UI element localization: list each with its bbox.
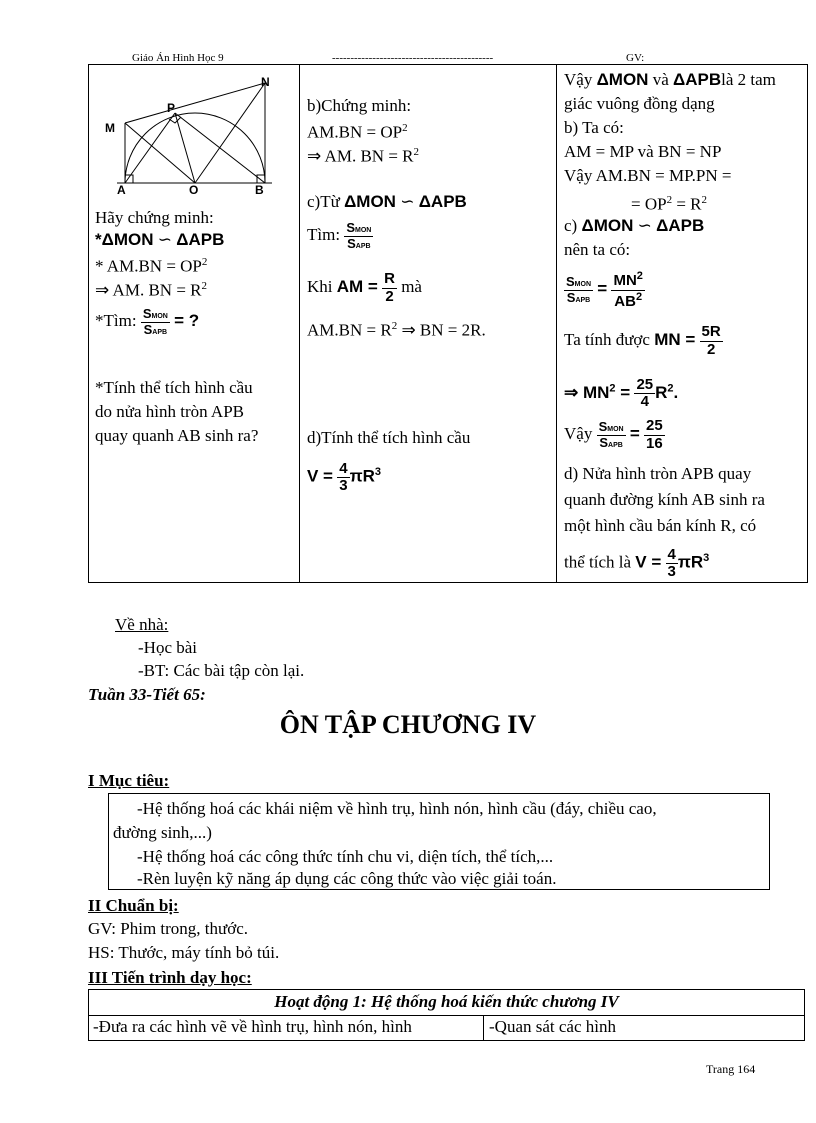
col3-d4: thể tích là V = $\frac{4}{3}$ $\pi R^3$: [564, 545, 710, 581]
section3-title: III Tiến trình dạy học:: [88, 968, 252, 987]
col2-when: Khi AM = $\frac{R}{2}$ mà: [307, 270, 422, 305]
col3-line6: = $OP^2 = R^2$: [631, 194, 708, 214]
section1-title: I Mục tiêu:: [88, 771, 170, 790]
section2-hs: HS: Thước, máy tính bỏ túi.: [88, 943, 280, 962]
label-A: A: [117, 183, 126, 197]
col3-line3: b) Ta có:: [564, 118, 624, 137]
col2-am-bn: $AM.BN = R^2$ ⇒ BN = 2R.: [307, 320, 486, 340]
activity-left: -Đưa ra các hình vẽ về hình trụ, hình nón, hình: [93, 1017, 412, 1036]
col2-c-label: c)Từ ΔMON ∽ ΔAPB: [307, 192, 467, 211]
objective-line1: -Hệ thống hoá các khái niệm về hình trụ, hình nón, hình cầu (đáy, chiều cao,: [137, 799, 657, 818]
label-M: M: [105, 121, 115, 135]
col1-item2: * $AM.BN = OP^2$: [95, 256, 208, 276]
activity-right: -Quan sát các hình: [489, 1017, 616, 1036]
col1-item3: ⇒ AM. BN = $R^2$: [95, 280, 207, 300]
header-middle: --------------------------------------------: [332, 52, 494, 64]
solution-table: [88, 64, 808, 583]
homework-item2: -BT: Các bài tập còn lại.: [138, 661, 305, 680]
chapter-title: ÔN TẬP CHƯƠNG IV: [279, 710, 537, 739]
col3-c-label: c) ΔMON ∽ ΔAPB: [564, 216, 705, 235]
col3-compute: Ta tính được MN = $\frac{5R}{2}$: [564, 323, 721, 358]
col1-prove: Hãy chứng minh:: [95, 208, 214, 227]
col1-similarity: *ΔMON ∽ ΔAPB: [95, 230, 225, 249]
col2-find: Tìm: $\frac{\text{SMON}}{\text{SAPB}}$: [307, 220, 372, 251]
header-right: GV:: [626, 52, 645, 64]
col3-implies: ⇒ $MN^2$ = $\frac{25}{4}$ $R^2$.: [564, 375, 679, 411]
objectives-box: [108, 793, 770, 890]
col2-volume: V = $\frac{4}{3}$ $\pi R^3$: [307, 459, 382, 495]
col3-line4: AM = MP và BN = NP: [564, 142, 722, 161]
label-P: P: [167, 101, 176, 115]
week-label: Tuần 33-Tiết 65:: [88, 685, 206, 704]
col3-line1: Vậy ΔMON và ΔAPBlà 2 tam: [564, 70, 776, 89]
col2-b-line1: $AM.BN = OP^2$: [307, 122, 408, 142]
col1-q2: do nửa hình tròn APB: [95, 402, 244, 421]
objective-line2: đường sinh,...): [113, 823, 212, 842]
col3-d1: d) Nửa hình tròn APB quay: [564, 464, 752, 483]
col1-q3: quay quanh AB sinh ra?: [95, 426, 259, 445]
col1-find: *Tìm: $\frac{\text{SMON}}{\text{SAPB}}$ = ?: [95, 306, 200, 337]
homework-title: Về nhà:: [115, 615, 169, 634]
col3-line5: Vậy AM.BN = MP.PN =: [564, 166, 732, 185]
col3-d2: quanh đường kính AB sinh ra: [564, 490, 765, 509]
col3-result: Vậy $\frac{\text{SMON}}{\text{SAPB}}$ = $\frac{25}{16}$: [564, 417, 663, 452]
page-number: Trang 164: [706, 1062, 756, 1076]
column-divider-2: [556, 65, 557, 582]
activity-title: Hoạt động 1: Hệ thống hoá kiến thức chương IV: [89, 990, 804, 1016]
header-left: Giáo Án Hình Học 9: [132, 52, 224, 64]
objective-line4: -Rèn luyện kỹ năng áp dụng các công thức vào việc giải toán.: [137, 869, 557, 888]
column-divider-1: [299, 65, 300, 582]
col3-d3: một hình cầu bán kính R, có: [564, 516, 757, 535]
label-B: B: [255, 183, 264, 197]
objective-line3: -Hệ thống hoá các công thức tính chu vi, diện tích, thể tích,...: [137, 847, 554, 866]
col2-d-label: d)Tính thể tích hình cầu: [307, 428, 471, 447]
col2-b-line2: ⇒ AM. BN = $R^2$: [307, 146, 419, 166]
col2-b-label: b)Chứng minh:: [307, 96, 412, 115]
col3-line2: giác vuông đồng dạng: [564, 94, 715, 113]
col1-q1: *Tính thể tích hình cầu: [95, 378, 253, 397]
col3-nen: nên ta có:: [564, 240, 631, 259]
activity-divider: [483, 1015, 484, 1040]
label-O: O: [189, 183, 199, 197]
activity-table: [88, 989, 805, 1041]
col3-ratio-eq: $\frac{\text{SMON}}{\text{SAPB}}$ = $\frac{MN^2}{AB^2}$: [566, 270, 643, 310]
section2-title: II Chuẩn bị:: [88, 896, 179, 915]
label-N: N: [261, 75, 270, 89]
homework-item1: -Học bài: [138, 638, 198, 657]
section2-gv: GV: Phim trong, thước.: [88, 919, 249, 938]
